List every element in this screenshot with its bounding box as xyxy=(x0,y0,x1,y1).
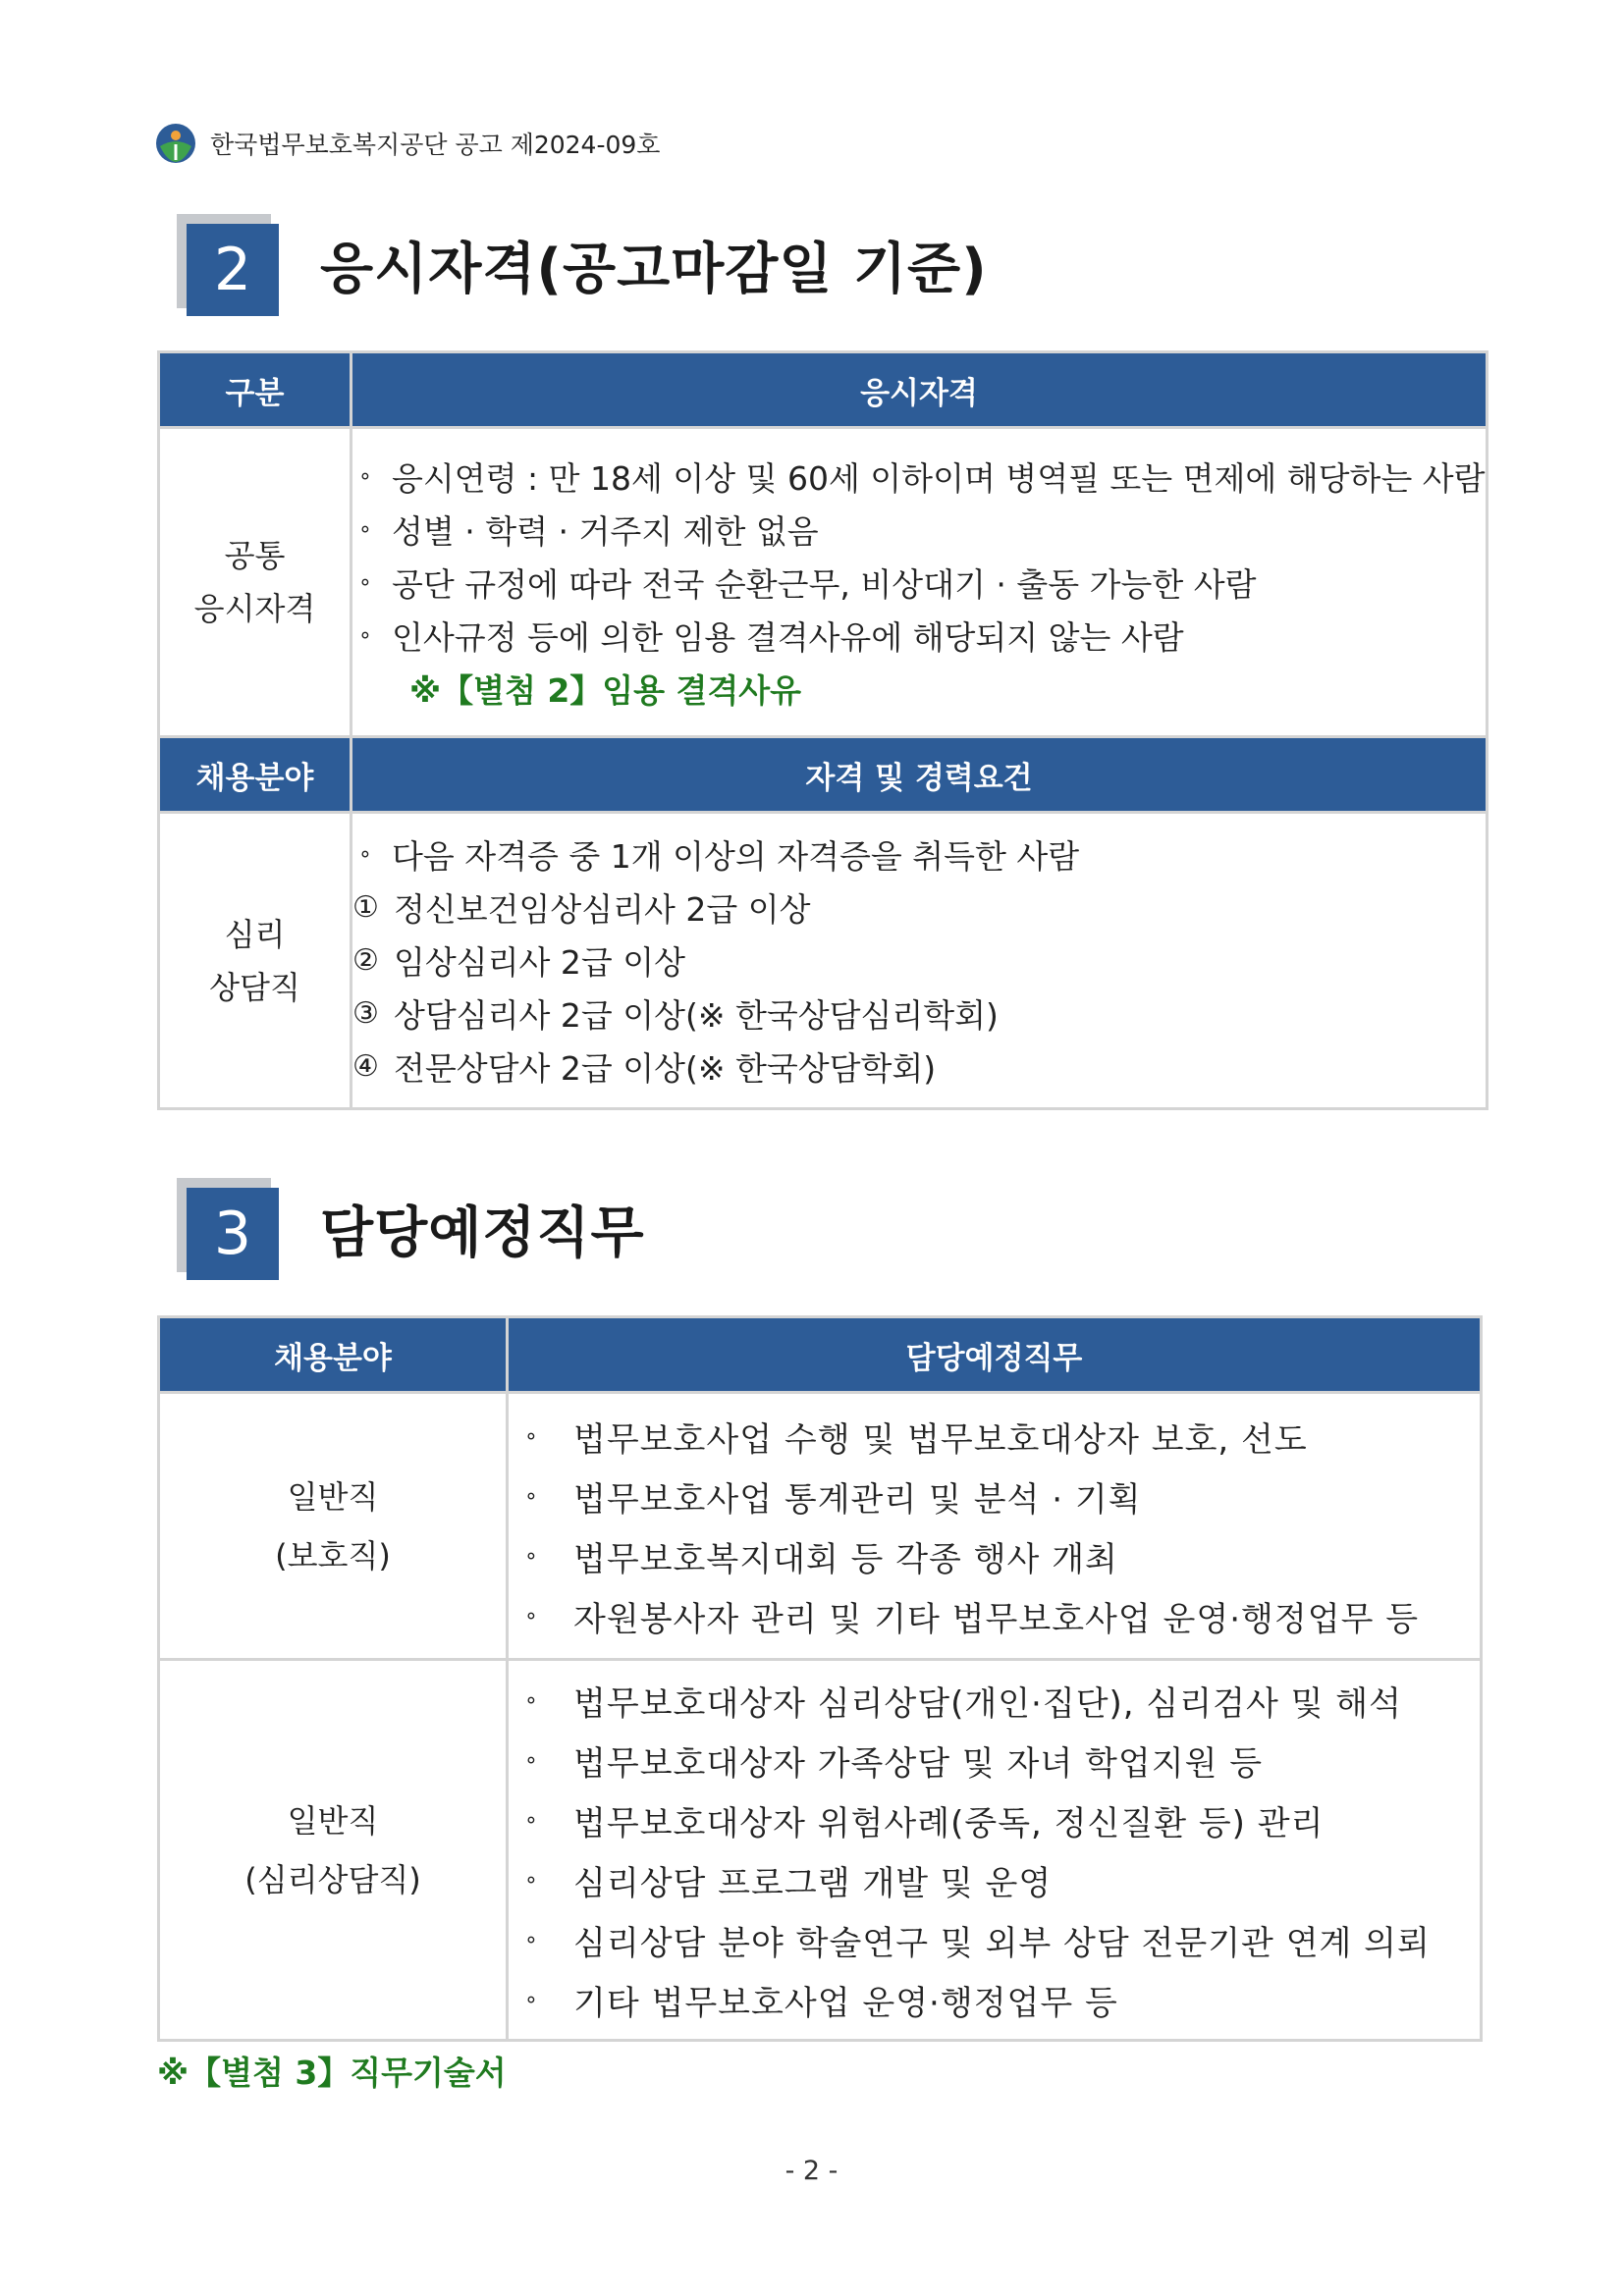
section-2-heading xyxy=(177,214,988,316)
list-item: ∘ 기타 법무보호사업 운영·행정업무 등 xyxy=(524,1983,1118,2023)
table-header-qualification: 응시자격 xyxy=(352,352,1488,428)
list-item: ∘ 자원봉사자 관리 및 기타 법무보호사업 운영·행정업무 등 xyxy=(524,1599,1420,1639)
list-item: ∘ 심리상담 분야 학술연구 및 외부 상담 전문기관 연계 의뢰 xyxy=(524,1923,1431,1963)
list-item: ① 정신보건임상심리사 2급 이상 xyxy=(352,890,811,929)
section-number: 3 xyxy=(187,1188,279,1280)
attachment-note: ※【별첨 2】임용 결격사유 xyxy=(409,670,802,710)
row-label-common: 공통 응시자격 xyxy=(159,428,352,737)
list-item: ∘ 공단 규정에 따라 전국 순환근무, 비상대기 · 출동 가능한 사람 xyxy=(358,564,1257,604)
list-item: ∘ 인사규정 등에 의한 임용 결격사유에 해당되지 않는 사람 xyxy=(358,617,1184,657)
table-header-field: 채용분야 xyxy=(159,737,352,813)
protection-duties-list xyxy=(508,1393,1482,1660)
section-title: 담당예정직무 xyxy=(320,1201,645,1265)
agency-logo-icon xyxy=(155,123,196,164)
page-number: - 2 - xyxy=(784,2156,839,2186)
row-label-general-counseling: 일반직 (심리상담직) xyxy=(159,1660,508,2041)
list-item: ∘ 성별 · 학력 · 거주지 제한 없음 xyxy=(358,511,819,551)
list-item: ∘ 심리상담 프로그램 개발 및 운영 xyxy=(524,1863,1053,1903)
section-number: 2 xyxy=(187,224,279,316)
counseling-duties-list xyxy=(508,1660,1482,2041)
certificate-requirements-list xyxy=(352,813,1488,1109)
list-item: ∘ 법무보호사업 수행 및 법무보호대상자 보호, 선도 xyxy=(524,1419,1308,1460)
document-header xyxy=(155,120,660,167)
list-item: ∘ 응시연령 : 만 18세 이상 및 60세 이하이며 병역필 또는 면제에 해당하는 사람 xyxy=(358,458,1486,498)
table-header-duties: 담당예정직무 xyxy=(508,1317,1482,1393)
row-label-general-protection: 일반직 (보호직) xyxy=(159,1393,508,1660)
list-item: ∘ 법무보호복지대회 등 각종 행사 개최 xyxy=(524,1539,1118,1579)
table-header-category: 구분 xyxy=(159,352,352,428)
list-item: ∘ 다음 자격증 중 1개 이상의 자격증을 취득한 사람 xyxy=(358,837,1080,876)
qualification-table xyxy=(157,350,1488,1110)
list-item: ③ 상담심리사 2급 이상(※ 한국상담심리학회) xyxy=(352,996,999,1035)
list-item: ∘ 법무보호대상자 심리상담(개인·집단), 심리검사 및 해석 xyxy=(524,1683,1402,1724)
list-item: ④ 전문상담사 2급 이상(※ 한국상담학회) xyxy=(352,1049,937,1088)
list-item: ∘ 법무보호대상자 가족상담 및 자녀 학업지원 등 xyxy=(524,1743,1264,1784)
row-label-counseling: 심리 상담직 xyxy=(159,813,352,1109)
table-header-field: 채용분야 xyxy=(159,1317,508,1393)
job-description-note: ※【별첨 3】직무기술서 xyxy=(157,2054,507,2092)
section-number-box xyxy=(177,214,279,316)
section-number-box xyxy=(177,1178,279,1280)
duties-table xyxy=(157,1315,1483,2042)
section-3-heading xyxy=(177,1178,645,1280)
announcement-number: 한국법무보호복지공단 공고 제2024-09호 xyxy=(210,131,661,159)
list-item: ∘ 법무보호사업 통계관리 및 분석 · 기획 xyxy=(524,1479,1142,1520)
section-title: 응시자격(공고마감일 기준) xyxy=(320,238,988,301)
common-qualification-list xyxy=(352,428,1488,737)
table-header-requirements: 자격 및 경력요건 xyxy=(352,737,1488,813)
list-item: ∘ 법무보호대상자 위험사례(중독, 정신질환 등) 관리 xyxy=(524,1803,1325,1843)
list-item: ② 임상심리사 2급 이상 xyxy=(352,943,685,982)
